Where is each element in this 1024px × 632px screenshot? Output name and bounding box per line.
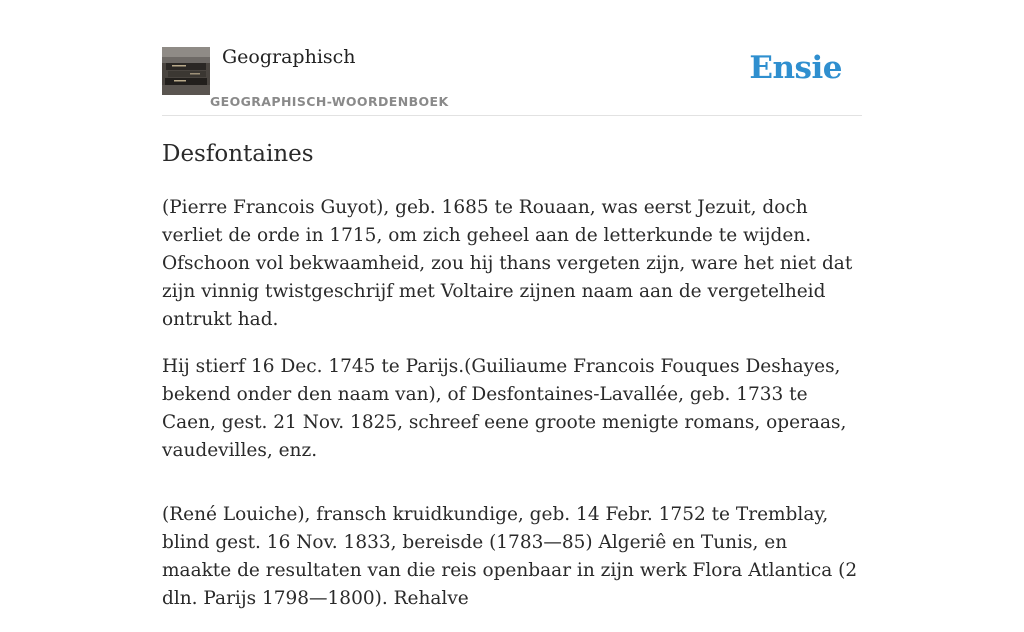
article-paragraph: (René Louiche), fransch kruidkundige, geb. 14 Febr. 1752 te Tremblay, blind gest. 16 Nov. 1833, bereisde (1783—85) Algeriê en Tunis, en maakte de resultaten van die reis openbaar in zijn werk Flora Atlantica (2 dln. Parijs 1798—1800). Rehalve [162, 504, 858, 609]
article-paragraph: Hij stierf 16 Dec. 1745 te Parijs.(Guiliaume Francois Fouques Deshayes, bekend onder den naam van), of Desfontaines-Lavallée, geb. 1733 te Caen, gest. 21 Nov. 1825, schreef eene groote menigte romans, operaas, vaudevilles, enz. [162, 356, 847, 461]
source-header [162, 0, 862, 116]
source-slug[interactable]: GEOGRAPHISCH-WOORDENBOEK [210, 94, 449, 109]
article-paragraph: (Pierre Francois Guyot), geb. 1685 te Rouaan, was eerst Jezuit, doch verliet de orde in 1715, om zich geheel aan de letterkunde te wijden. Ofschoon vol bekwaamheid, zou hij thans vergeten zijn, ware het niet dat zijn vinnig twistgeschrijf met Voltaire zijnen naam aan de vergetelheid ontrukt had. [162, 197, 853, 330]
books-avatar-icon [162, 47, 210, 95]
ensie-logo[interactable]: Ensie [749, 50, 842, 86]
source-title[interactable]: Geographisch [222, 46, 356, 68]
article [162, 138, 862, 632]
source-avatar[interactable] [162, 47, 210, 95]
article-title: Desfontaines [162, 141, 314, 167]
